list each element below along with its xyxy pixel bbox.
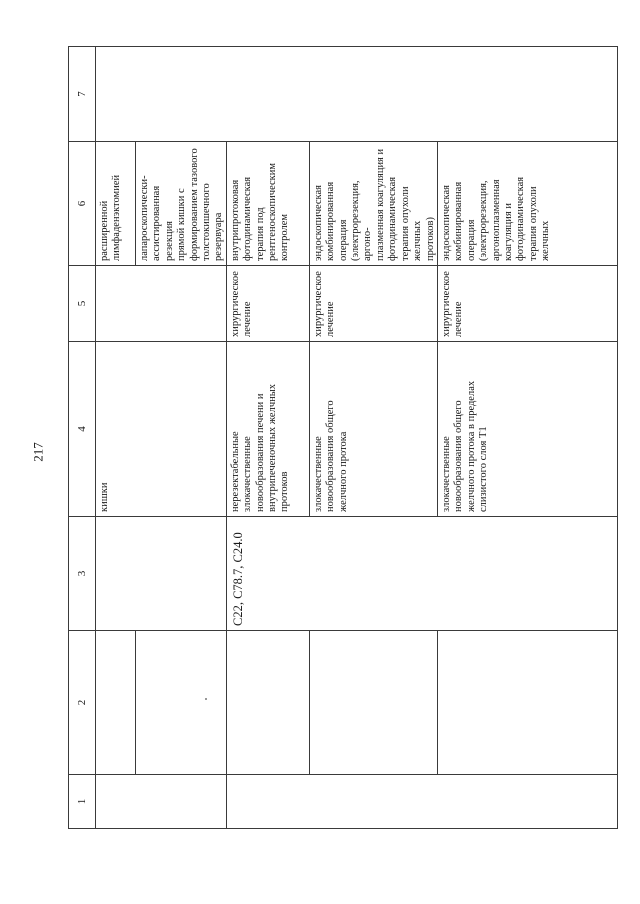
page-number: 217 <box>30 442 46 462</box>
cell-line: хирургическое <box>312 271 324 337</box>
cell-line: фотодинамическая <box>387 176 399 261</box>
table-rotation-frame <box>68 47 603 829</box>
cell-line: нерезектабельные <box>229 431 241 512</box>
cell-line: хирургическое <box>229 271 241 337</box>
cell-line: коагуляция и <box>502 203 514 261</box>
column-header-6: 6 <box>69 142 96 266</box>
table-row <box>96 47 136 829</box>
column-header-7: 7 <box>69 47 96 142</box>
cell-col4 <box>309 342 437 517</box>
cell-col5 <box>96 266 227 342</box>
table-row <box>437 47 617 829</box>
cell-line: внутрипеченочных желчных <box>267 383 279 512</box>
cell-line: прямой кишки с <box>176 188 188 261</box>
cell-col6 <box>96 142 136 266</box>
cell-line: эндоскопическая <box>440 185 452 261</box>
cell-line: внутрипротоковая <box>229 179 241 261</box>
cell-line: лапароскопически- <box>139 175 150 261</box>
cell-line: формированием тазового <box>188 148 200 261</box>
cell-line: эндоскопическая <box>312 185 324 261</box>
cell-line: (электрорезекция, аргоно- <box>350 180 374 261</box>
cell-line: аргоноплазменная <box>490 179 502 261</box>
col2-lower <box>135 631 226 774</box>
medical-procedures-table <box>68 46 618 829</box>
cell-line: лечение <box>325 301 337 337</box>
cell-col2-split <box>96 631 227 775</box>
cell-col6 <box>226 142 309 266</box>
cell-col4 <box>437 342 617 517</box>
cell-line: терапия опухоли желчных <box>399 186 424 261</box>
cell-line: слизистого слоя T1 <box>478 426 490 512</box>
cell-line: желчного протока <box>337 431 349 512</box>
cell-col2 <box>309 631 437 775</box>
cell-line: лимфаденэктомией <box>111 174 123 261</box>
table-row <box>309 47 437 829</box>
col2-upper <box>96 631 135 774</box>
cell-col7 <box>96 47 618 142</box>
cell-line: (электрорезекция, <box>478 180 490 261</box>
cell-line: операция <box>337 219 349 261</box>
cell-col6 <box>437 142 617 266</box>
column-header-5: 5 <box>69 266 96 342</box>
column-header-1: 1 <box>69 775 96 829</box>
cell-line: новообразования общего <box>325 400 337 512</box>
column-header-2: 2 <box>69 631 96 775</box>
cell-col6 <box>309 142 437 266</box>
cell-line: контролем <box>279 213 291 261</box>
cell-line: терапия опухоли желчных <box>527 186 552 261</box>
cell-col2 <box>226 631 309 775</box>
cell-col5 <box>309 266 437 342</box>
cell-line: лечение <box>242 301 254 337</box>
cell-col3 <box>96 517 227 631</box>
cell-col4 <box>226 342 309 517</box>
cell-col6 <box>136 142 227 266</box>
cell-line: фотодинамическая <box>515 176 527 261</box>
cell-col5 <box>437 266 617 342</box>
cell-line: резервуара <box>213 212 225 261</box>
cell-line: ассистированная резекция <box>151 185 175 261</box>
cell-line: операция <box>465 219 477 261</box>
cell-line: желчного протока в пределах <box>465 380 477 512</box>
cell-line: протоков <box>279 471 291 512</box>
cell-line: фотодинамическая <box>242 176 254 261</box>
col2-inner <box>96 631 226 774</box>
table-row <box>226 47 309 829</box>
cell-col3: C22, C78.7, C24.0 <box>226 517 617 631</box>
cell-line: злокачественные <box>242 436 254 512</box>
cell-line: новообразования печени и <box>254 393 266 512</box>
cell-col1 <box>226 775 617 829</box>
cell-line: новообразования общего <box>453 400 465 512</box>
cell-col2 <box>437 631 617 775</box>
cell-line: толстокишечного <box>201 183 213 261</box>
cell-col5 <box>226 266 309 342</box>
cell-line: рентгеноскопическим <box>267 162 279 261</box>
rotated-table-area <box>68 47 603 829</box>
column-header-4: 4 <box>69 342 96 517</box>
cell-line: злокачественные <box>312 436 324 512</box>
cell-line: терапия под <box>254 207 266 261</box>
cell-line: расширенной <box>99 200 110 261</box>
cell-line: злокачественные <box>440 436 452 512</box>
cell-text: кишки <box>99 482 110 512</box>
cell-line: хирургическое <box>440 271 452 337</box>
cell-line: комбинированная <box>453 181 465 261</box>
cell-col1 <box>96 775 227 829</box>
cell-line: лечение <box>453 301 465 337</box>
column-header-3: 3 <box>69 517 96 631</box>
cell-line: плазменная коагуляция и <box>374 148 386 261</box>
cell-line: протоков) <box>424 217 436 261</box>
cell-col4 <box>96 342 227 517</box>
header-row <box>69 47 96 829</box>
cell-line: комбинированная <box>325 181 337 261</box>
